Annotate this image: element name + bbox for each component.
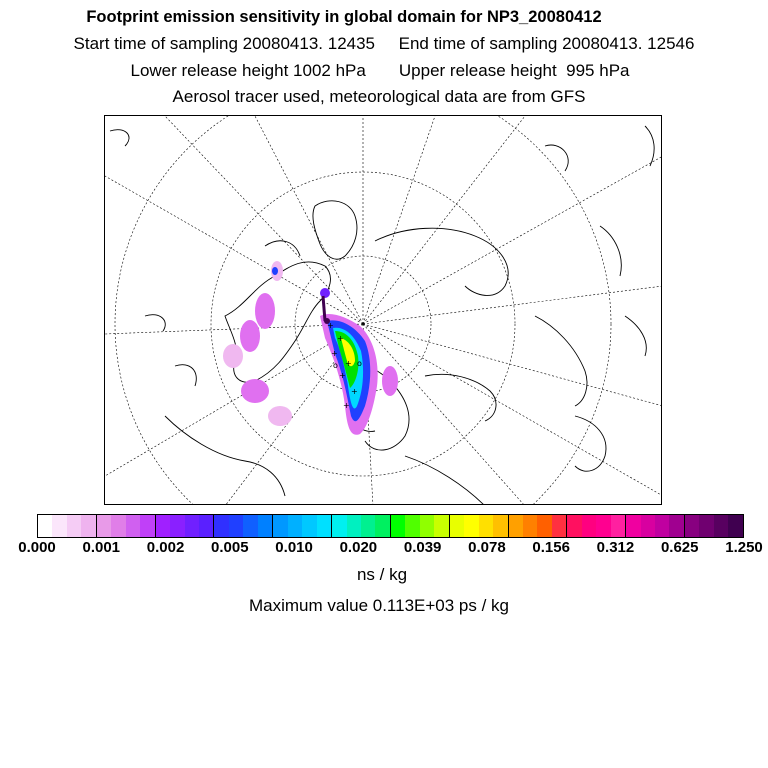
colorbar-swatch <box>140 515 154 537</box>
trajectory-marker: o <box>333 361 338 370</box>
trajectory-marker: + <box>345 359 352 368</box>
colorbar-tick-label: 0.625 <box>660 539 699 556</box>
colorbar-swatch <box>185 515 199 537</box>
colorbar-swatch <box>81 515 95 537</box>
colorbar-swatch <box>582 515 596 537</box>
colorbar-swatch <box>243 515 257 537</box>
coastline-siberia <box>375 228 508 295</box>
colorbar-tick-label: 1.250 <box>725 539 763 556</box>
colorbar-swatch <box>361 515 375 537</box>
meridian-line <box>363 324 662 406</box>
plume-patch <box>223 344 243 368</box>
colorbar-swatch <box>669 515 683 537</box>
plume-tail <box>323 296 325 321</box>
colorbar-swatch <box>111 515 125 537</box>
trajectory-marker: + <box>327 321 334 330</box>
colorbar-tick-label: 0.312 <box>596 539 635 556</box>
tracer-info-line: Aerosol tracer used, meteorological data are from GFS <box>172 87 586 106</box>
colorbar-swatch <box>96 515 111 537</box>
coastline-spain <box>175 365 196 386</box>
emission-plume <box>223 261 398 435</box>
colorbar-swatch <box>611 515 625 537</box>
colorbar-swatch <box>375 515 389 537</box>
coastline-kamchatka <box>600 226 621 276</box>
coastline-svalbard <box>110 130 129 146</box>
colorbar-swatch <box>625 515 640 537</box>
colorbar-swatch <box>331 515 346 537</box>
colorbar-tick-label: 0.001 <box>82 539 121 556</box>
colorbar-swatch <box>67 515 81 537</box>
trajectory-marker: + <box>351 387 358 396</box>
colorbar-swatch <box>126 515 140 537</box>
colorbar-swatch <box>405 515 419 537</box>
meridian-line <box>255 116 363 324</box>
meridian-line <box>363 156 662 324</box>
meridian-line <box>363 286 662 324</box>
colorbar-swatch <box>272 515 287 537</box>
colorbar-swatch <box>479 515 493 537</box>
colorbar-swatch <box>199 515 213 537</box>
coastline-iceland <box>145 315 165 331</box>
trajectory-marker: + <box>339 371 346 380</box>
colorbar-swatch <box>155 515 170 537</box>
meridian-line <box>165 116 363 324</box>
colorbar-swatch <box>508 515 523 537</box>
colorbar-swatch <box>38 515 52 537</box>
release-point-marker <box>320 288 330 298</box>
coastline-pacific-islands <box>575 416 606 471</box>
plume-patch <box>255 293 275 329</box>
colorbar <box>37 514 744 538</box>
colorbar-swatch <box>684 515 699 537</box>
colorbar-swatch <box>213 515 228 537</box>
trajectory-marker: + <box>337 334 344 343</box>
coastline-north-america <box>405 456 485 505</box>
coastlines <box>110 126 654 505</box>
colorbar-tick-label: 0.002 <box>146 539 185 556</box>
coastline-arabia <box>545 145 568 171</box>
colorbar-swatch <box>566 515 581 537</box>
meridian-line <box>363 324 525 505</box>
trajectory-marker: o <box>357 359 362 368</box>
coastline-india <box>645 126 654 166</box>
colorbar-unit: ns / kg <box>356 565 408 584</box>
map-panel <box>104 115 662 505</box>
colorbar-swatch <box>523 515 537 537</box>
colorbar-swatch <box>420 515 434 537</box>
colorbar-swatch <box>655 515 669 537</box>
colorbar-swatch <box>170 515 184 537</box>
graticule <box>105 116 662 505</box>
colorbar-swatch <box>229 515 243 537</box>
colorbar-swatch <box>537 515 551 537</box>
meridian-line <box>363 116 435 324</box>
colorbar-swatch <box>714 515 728 537</box>
colorbar-tick-label: 0.010 <box>275 539 313 556</box>
colorbar-swatch <box>596 515 610 537</box>
coastline-japan <box>625 316 646 356</box>
plume-patch <box>268 406 292 426</box>
colorbar-swatch <box>52 515 66 537</box>
coastline-africa <box>165 416 285 496</box>
trajectory-marker: + <box>343 401 350 410</box>
colorbar-swatch <box>699 515 713 537</box>
colorbar-tick-label: 0.039 <box>403 539 442 556</box>
maximum-value-label: Maximum value 0.113E+03 ps / kg <box>248 596 509 615</box>
colorbar-tick-label: 0.005 <box>211 539 249 556</box>
colorbar-swatch <box>258 515 272 537</box>
colorbar-tick-label: 0.020 <box>339 539 378 556</box>
colorbar-swatch <box>347 515 361 537</box>
plume-patch <box>272 267 278 275</box>
colorbar-swatch <box>641 515 655 537</box>
plume-patch <box>240 320 260 352</box>
meridian-line <box>363 116 525 324</box>
coastline-greenland <box>313 201 357 259</box>
colorbar-swatch <box>449 515 464 537</box>
colorbar-swatch <box>390 515 405 537</box>
colorbar-tick-label: 0.156 <box>532 539 570 556</box>
colorbar-swatch <box>434 515 448 537</box>
sampling-time-line: Start time of sampling 20080413. 12435 End time of sampling 20080413. 12546 <box>73 34 695 53</box>
map-title: Footprint emission sensitivity in global domain for NP3_20080412 <box>86 8 602 26</box>
coastline-east-asia <box>535 316 587 406</box>
trajectory-marker: + <box>331 349 338 358</box>
plume-patch <box>382 366 398 396</box>
colorbar-swatch <box>302 515 316 537</box>
colorbar-swatch <box>288 515 302 537</box>
colorbar-swatch <box>317 515 331 537</box>
colorbar-tick-label: 0.000 <box>18 539 56 556</box>
colorbar-swatch <box>464 515 478 537</box>
plume-patch <box>241 379 269 403</box>
colorbar-tick-label: 0.078 <box>468 539 506 556</box>
colorbar-swatch <box>552 515 566 537</box>
colorbar-swatch <box>728 515 742 537</box>
polar-map <box>105 116 662 505</box>
release-height-line: Lower release height 1002 hPa Upper release height 995 hPa <box>130 61 630 80</box>
coastline-scandinavia <box>265 241 300 256</box>
colorbar-swatch <box>493 515 507 537</box>
